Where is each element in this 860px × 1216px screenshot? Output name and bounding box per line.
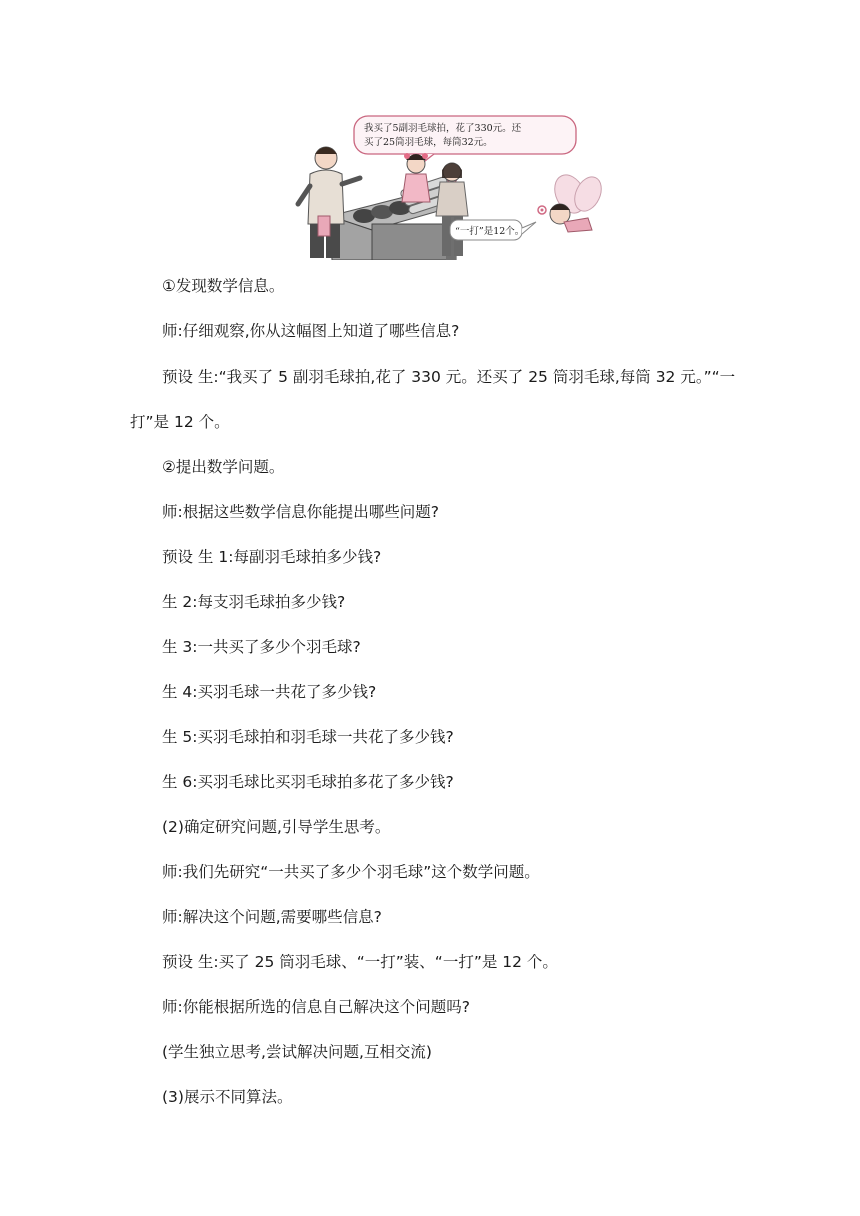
- paragraph-5: 师:根据这些数学信息你能提出哪些问题?: [162, 503, 439, 521]
- paragraph-18: (3)展示不同算法。: [162, 1088, 293, 1106]
- paragraph-14: 师:解决这个问题,需要哪些信息?: [162, 908, 382, 926]
- paragraph-4: ②提出数学问题。: [162, 458, 285, 476]
- paragraph-2: 师:仔细观察,你从这幅图上知道了哪些信息?: [162, 322, 460, 340]
- paragraph-1: ①发现数学信息。: [162, 277, 285, 295]
- paragraph-15: 预设 生:买了 25 筒羽毛球、“一打”装、“一打”是 12 个。: [162, 953, 558, 971]
- paragraph-11: 生 6:买羽毛球比买羽毛球拍多花了多少钱?: [162, 773, 454, 791]
- paragraph-17: (学生独立思考,尝试解决问题,互相交流): [162, 1043, 432, 1061]
- paragraph-3-continued: 打”是 12 个。: [130, 413, 230, 431]
- speech-bubble: [354, 116, 576, 154]
- speech-bubble-line1: 我买了5副羽毛球拍，花了330元。还: [364, 123, 522, 134]
- paragraph-7: 生 2:每支羽毛球拍多少钱?: [162, 593, 346, 611]
- fairy-bubble-text: “一打”是12个。: [455, 226, 525, 237]
- fairy-figure: [538, 170, 606, 232]
- paragraph-12: (2)确定研究问题,引导学生思考。: [162, 818, 391, 836]
- paragraph-10: 生 5:买羽毛球拍和羽毛球一共花了多少钱?: [162, 728, 454, 746]
- paragraph-6: 预设 生 1:每副羽毛球拍多少钱?: [162, 548, 382, 566]
- paragraph-9: 生 4:买羽毛球一共花了多少钱?: [162, 683, 377, 701]
- paragraph-13: 师:我们先研究“一共买了多少个羽毛球”这个数学问题。: [162, 863, 540, 881]
- paragraph-16: 师:你能根据所选的信息自己解决这个问题吗?: [162, 998, 470, 1016]
- speech-bubble-line2: 买了25筒羽毛球，每筒32元。: [364, 137, 493, 148]
- shop-illustration: [292, 112, 614, 260]
- paragraph-8: 生 3:一共买了多少个羽毛球?: [162, 638, 361, 656]
- paragraph-3: 预设 生:“我买了 5 副羽毛球拍,花了 330 元。还买了 25 筒羽毛球,每筒 32 元。”“一: [162, 368, 736, 386]
